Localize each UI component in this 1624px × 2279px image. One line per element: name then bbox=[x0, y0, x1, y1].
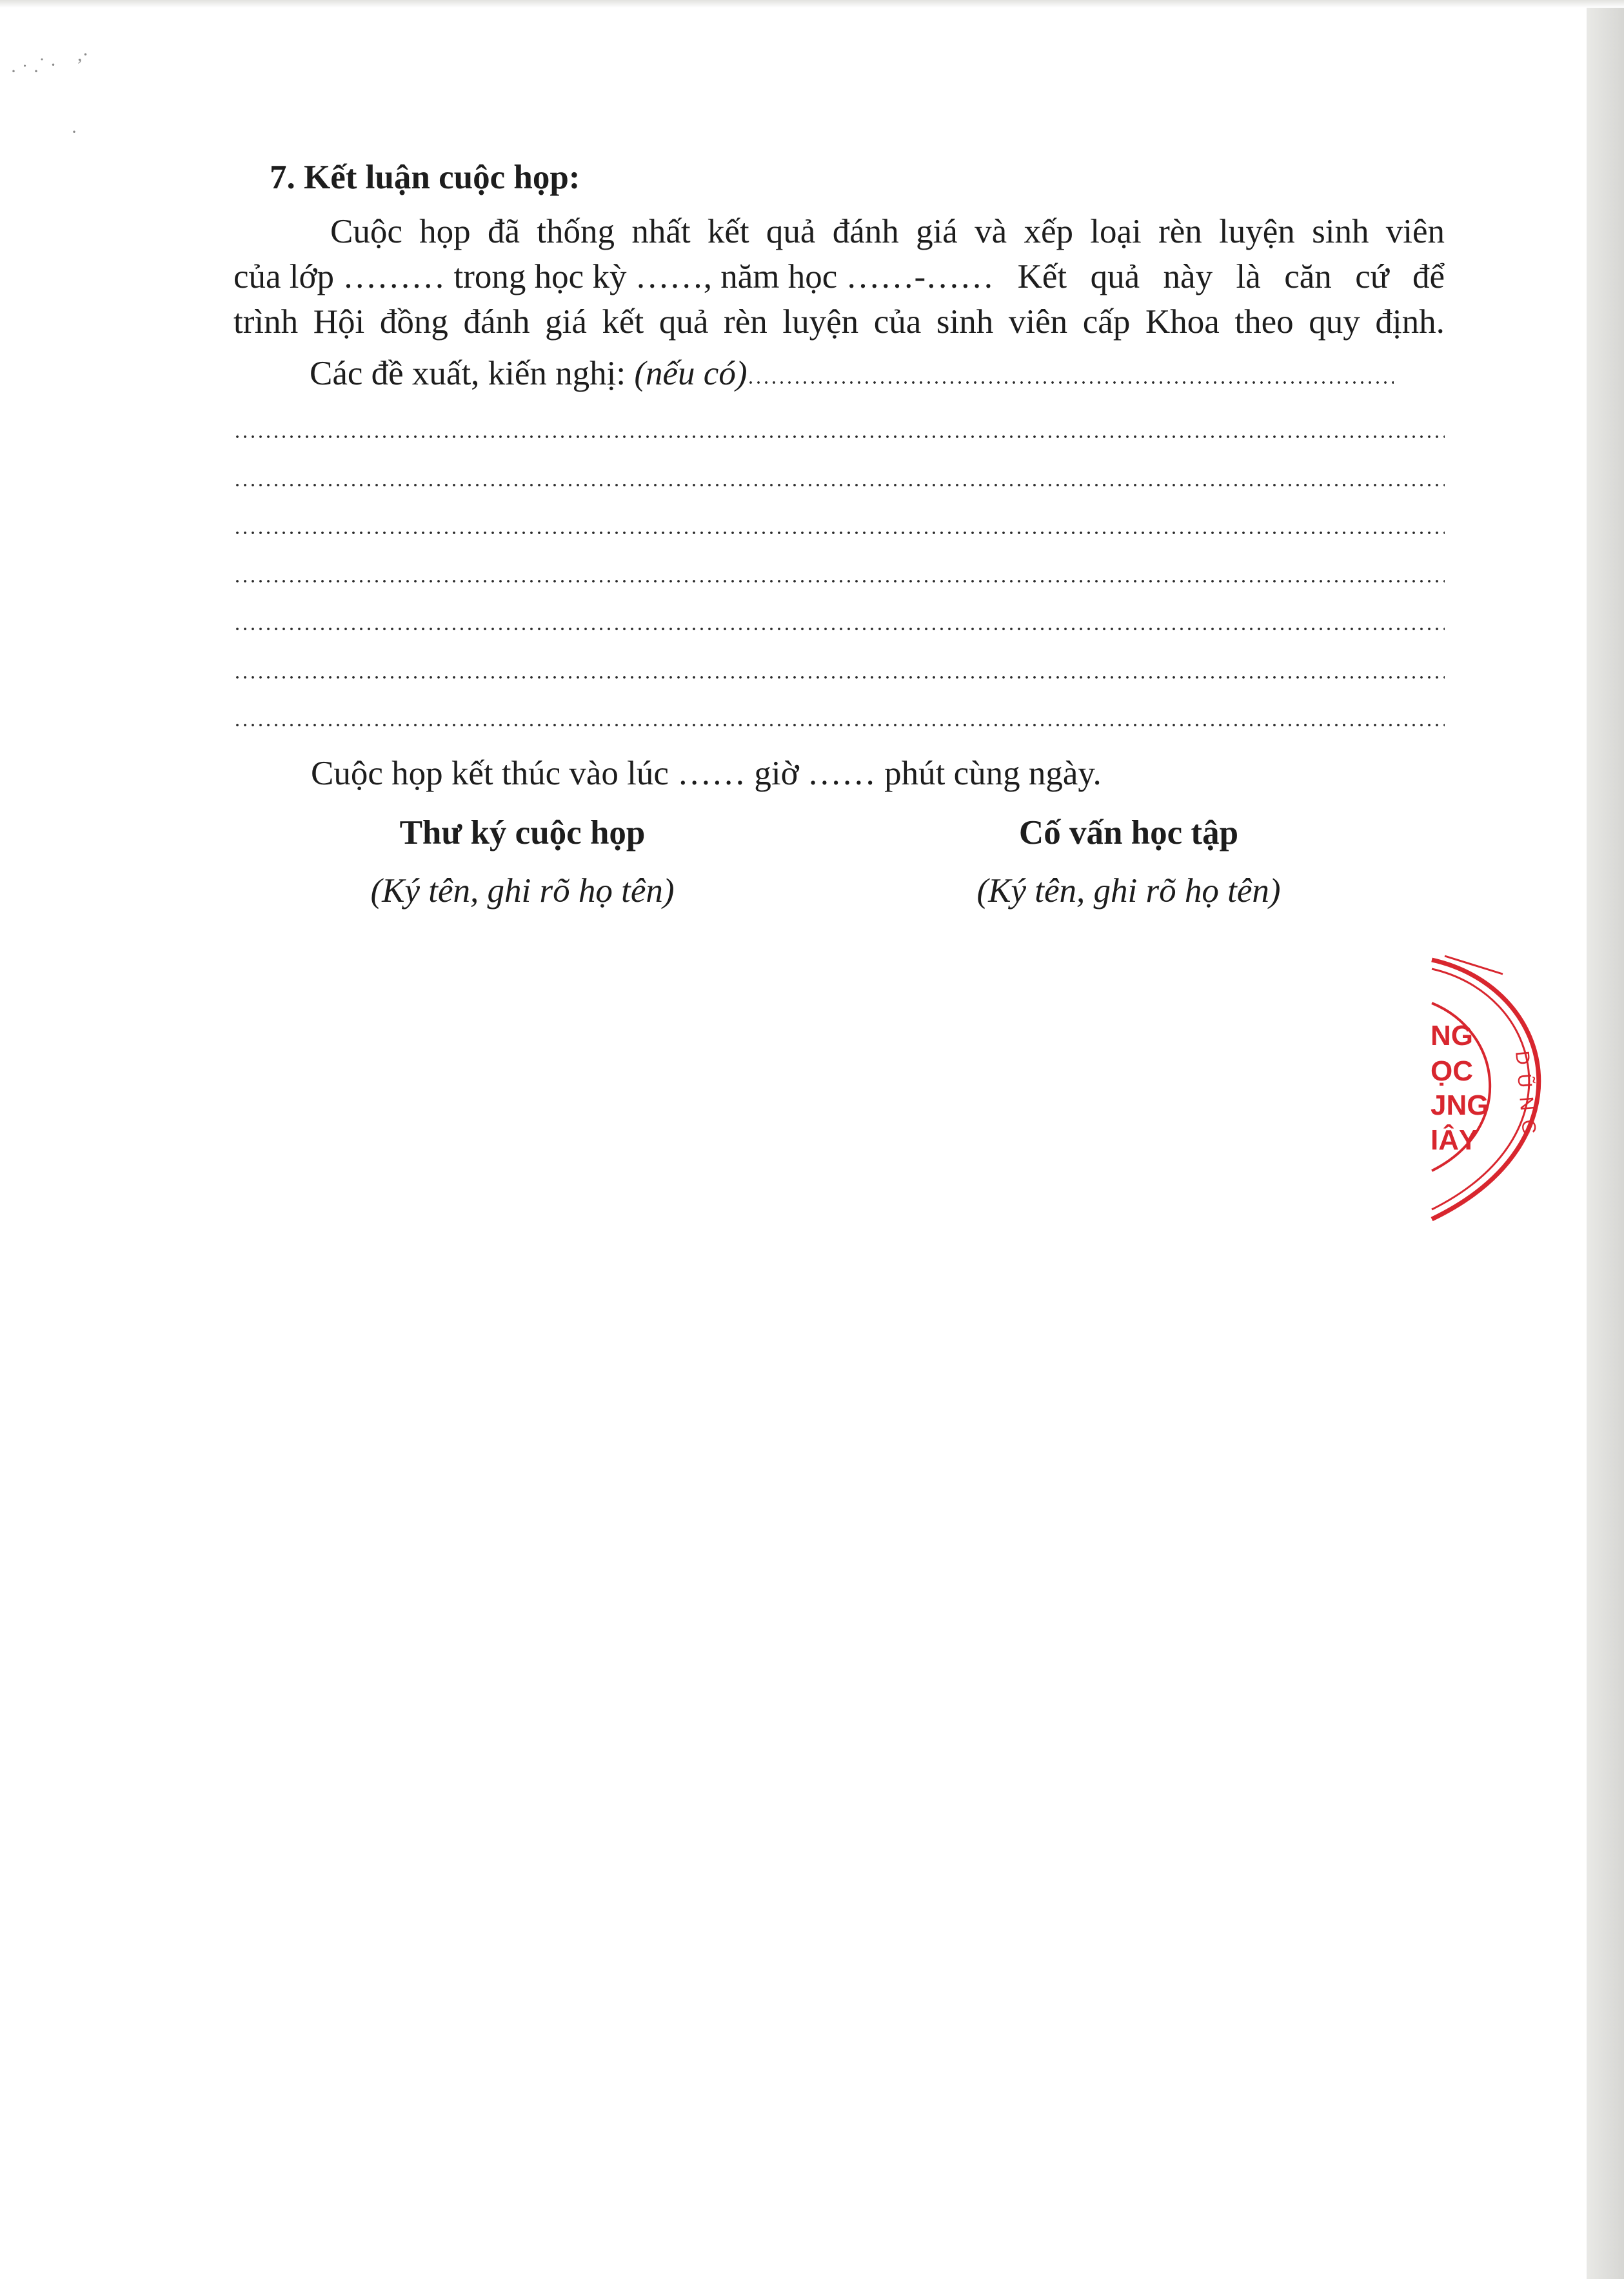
para_line3-word: kết bbox=[602, 303, 644, 341]
proposal-note: (nếu có) bbox=[634, 355, 748, 392]
scan-speck: · bbox=[71, 121, 77, 143]
stamp-text-1: NG bbox=[1431, 1020, 1473, 1051]
para_line3-word: Hội bbox=[313, 303, 365, 341]
proposal-label: Các đề xuất, kiến nghị: bbox=[310, 355, 626, 392]
signature-title-advisor: Cố vấn học tập bbox=[1018, 814, 1239, 851]
dotted-line-2 bbox=[233, 483, 1445, 487]
signature-note-advisor: (Ký tên, ghi rõ họ tên) bbox=[976, 871, 1281, 910]
dotted-line-7 bbox=[233, 723, 1445, 727]
signature-title-secretary: Thư ký cuộc họp bbox=[399, 814, 646, 851]
para_line3-word: của bbox=[873, 303, 922, 341]
para_line1-word: rèn bbox=[1158, 213, 1202, 250]
para_line3-word: định. bbox=[1375, 303, 1445, 341]
para_line1-word: loại bbox=[1090, 213, 1142, 250]
signature-note-secretary: (Ký tên, ghi rõ họ tên) bbox=[370, 871, 675, 910]
para_line3-word: rèn bbox=[724, 303, 767, 341]
para_line3-word: đồng bbox=[379, 303, 448, 341]
signature-block-advisor bbox=[916, 813, 1342, 911]
para_line1-word: họp bbox=[419, 213, 471, 250]
para_line2-word: căn bbox=[1284, 258, 1332, 295]
scan-speck: ,· bbox=[77, 44, 89, 65]
proposal-line bbox=[310, 353, 1394, 395]
para_line1-word: viên bbox=[1385, 213, 1445, 250]
dotted-line-1 bbox=[233, 435, 1445, 439]
scan-speck: · ˙ · bbox=[10, 61, 39, 82]
para_line2-word: là bbox=[1236, 258, 1261, 295]
para_line3-word: giá bbox=[545, 303, 587, 341]
para_line1-word: giá bbox=[916, 213, 958, 250]
paragraph-line-1 bbox=[330, 212, 1445, 253]
para_line3-word: trình bbox=[233, 303, 299, 341]
dotted-line-3 bbox=[233, 531, 1445, 535]
dotted-line-5 bbox=[233, 627, 1445, 631]
scan-top-shadow bbox=[0, 0, 1624, 8]
signature-block-secretary bbox=[310, 813, 735, 911]
para_line1-word: thống bbox=[537, 213, 615, 250]
dotted-line-6 bbox=[233, 675, 1445, 679]
para_line3-word: luyện bbox=[782, 303, 859, 341]
para_line1-word: xếp bbox=[1024, 213, 1073, 250]
para_line1-word: đánh bbox=[832, 213, 899, 250]
paragraph-line-3 bbox=[233, 302, 1445, 343]
scan-speck: ˙ · bbox=[39, 54, 57, 75]
stamp-rim-text: DŨNG bbox=[1511, 1050, 1541, 1145]
stamp-text-2: ỌC bbox=[1431, 1055, 1473, 1087]
para_line1-word: luyện bbox=[1219, 213, 1295, 250]
para_line2-word: của lớp ……… trong học kỳ ……, năm học ……-…… bbox=[233, 258, 995, 295]
stamp-text-3: JNG bbox=[1431, 1090, 1489, 1121]
para_line3-word: quả bbox=[659, 303, 709, 341]
para_line1-word: nhất bbox=[631, 213, 691, 250]
para_line1-word: sinh bbox=[1312, 213, 1369, 250]
para_line3-word: sinh bbox=[936, 303, 994, 341]
scan-edge-shadow bbox=[1587, 0, 1624, 2279]
para_line1-word: quả bbox=[766, 213, 816, 250]
closing-time-line: Cuộc họp kết thúc vào lúc …… giờ …… phút cùng ngày. bbox=[311, 755, 1102, 792]
para_line2-word: cứ bbox=[1355, 258, 1389, 295]
para_line1-word: đã bbox=[487, 213, 520, 250]
para_line1-word: Cuộc bbox=[330, 213, 402, 250]
para_line3-word: cấp bbox=[1082, 303, 1131, 341]
para_line1-word: và bbox=[975, 213, 1007, 250]
para_line3-word: quy bbox=[1309, 303, 1360, 341]
para_line2-word: để bbox=[1412, 258, 1445, 295]
dotted-line-4 bbox=[233, 579, 1445, 583]
para_line2-word: Kết bbox=[1017, 258, 1067, 295]
para_line2-word: này bbox=[1163, 258, 1213, 295]
section-heading: 7. Kết luận cuộc họp: bbox=[270, 159, 580, 196]
red-seal-stamp-icon bbox=[1387, 948, 1580, 1232]
proposal-dotted-line bbox=[747, 381, 1394, 384]
para_line2-word: quả bbox=[1090, 258, 1140, 295]
para_line1-word: kết bbox=[707, 213, 749, 250]
para_line3-word: Khoa bbox=[1145, 303, 1220, 341]
para_line3-word: viên bbox=[1008, 303, 1068, 341]
stamp-text-4: IÂY bbox=[1431, 1124, 1478, 1156]
paragraph-line-2 bbox=[233, 257, 1445, 298]
para_line3-word: theo bbox=[1234, 303, 1294, 341]
para_line3-word: đánh bbox=[463, 303, 530, 341]
